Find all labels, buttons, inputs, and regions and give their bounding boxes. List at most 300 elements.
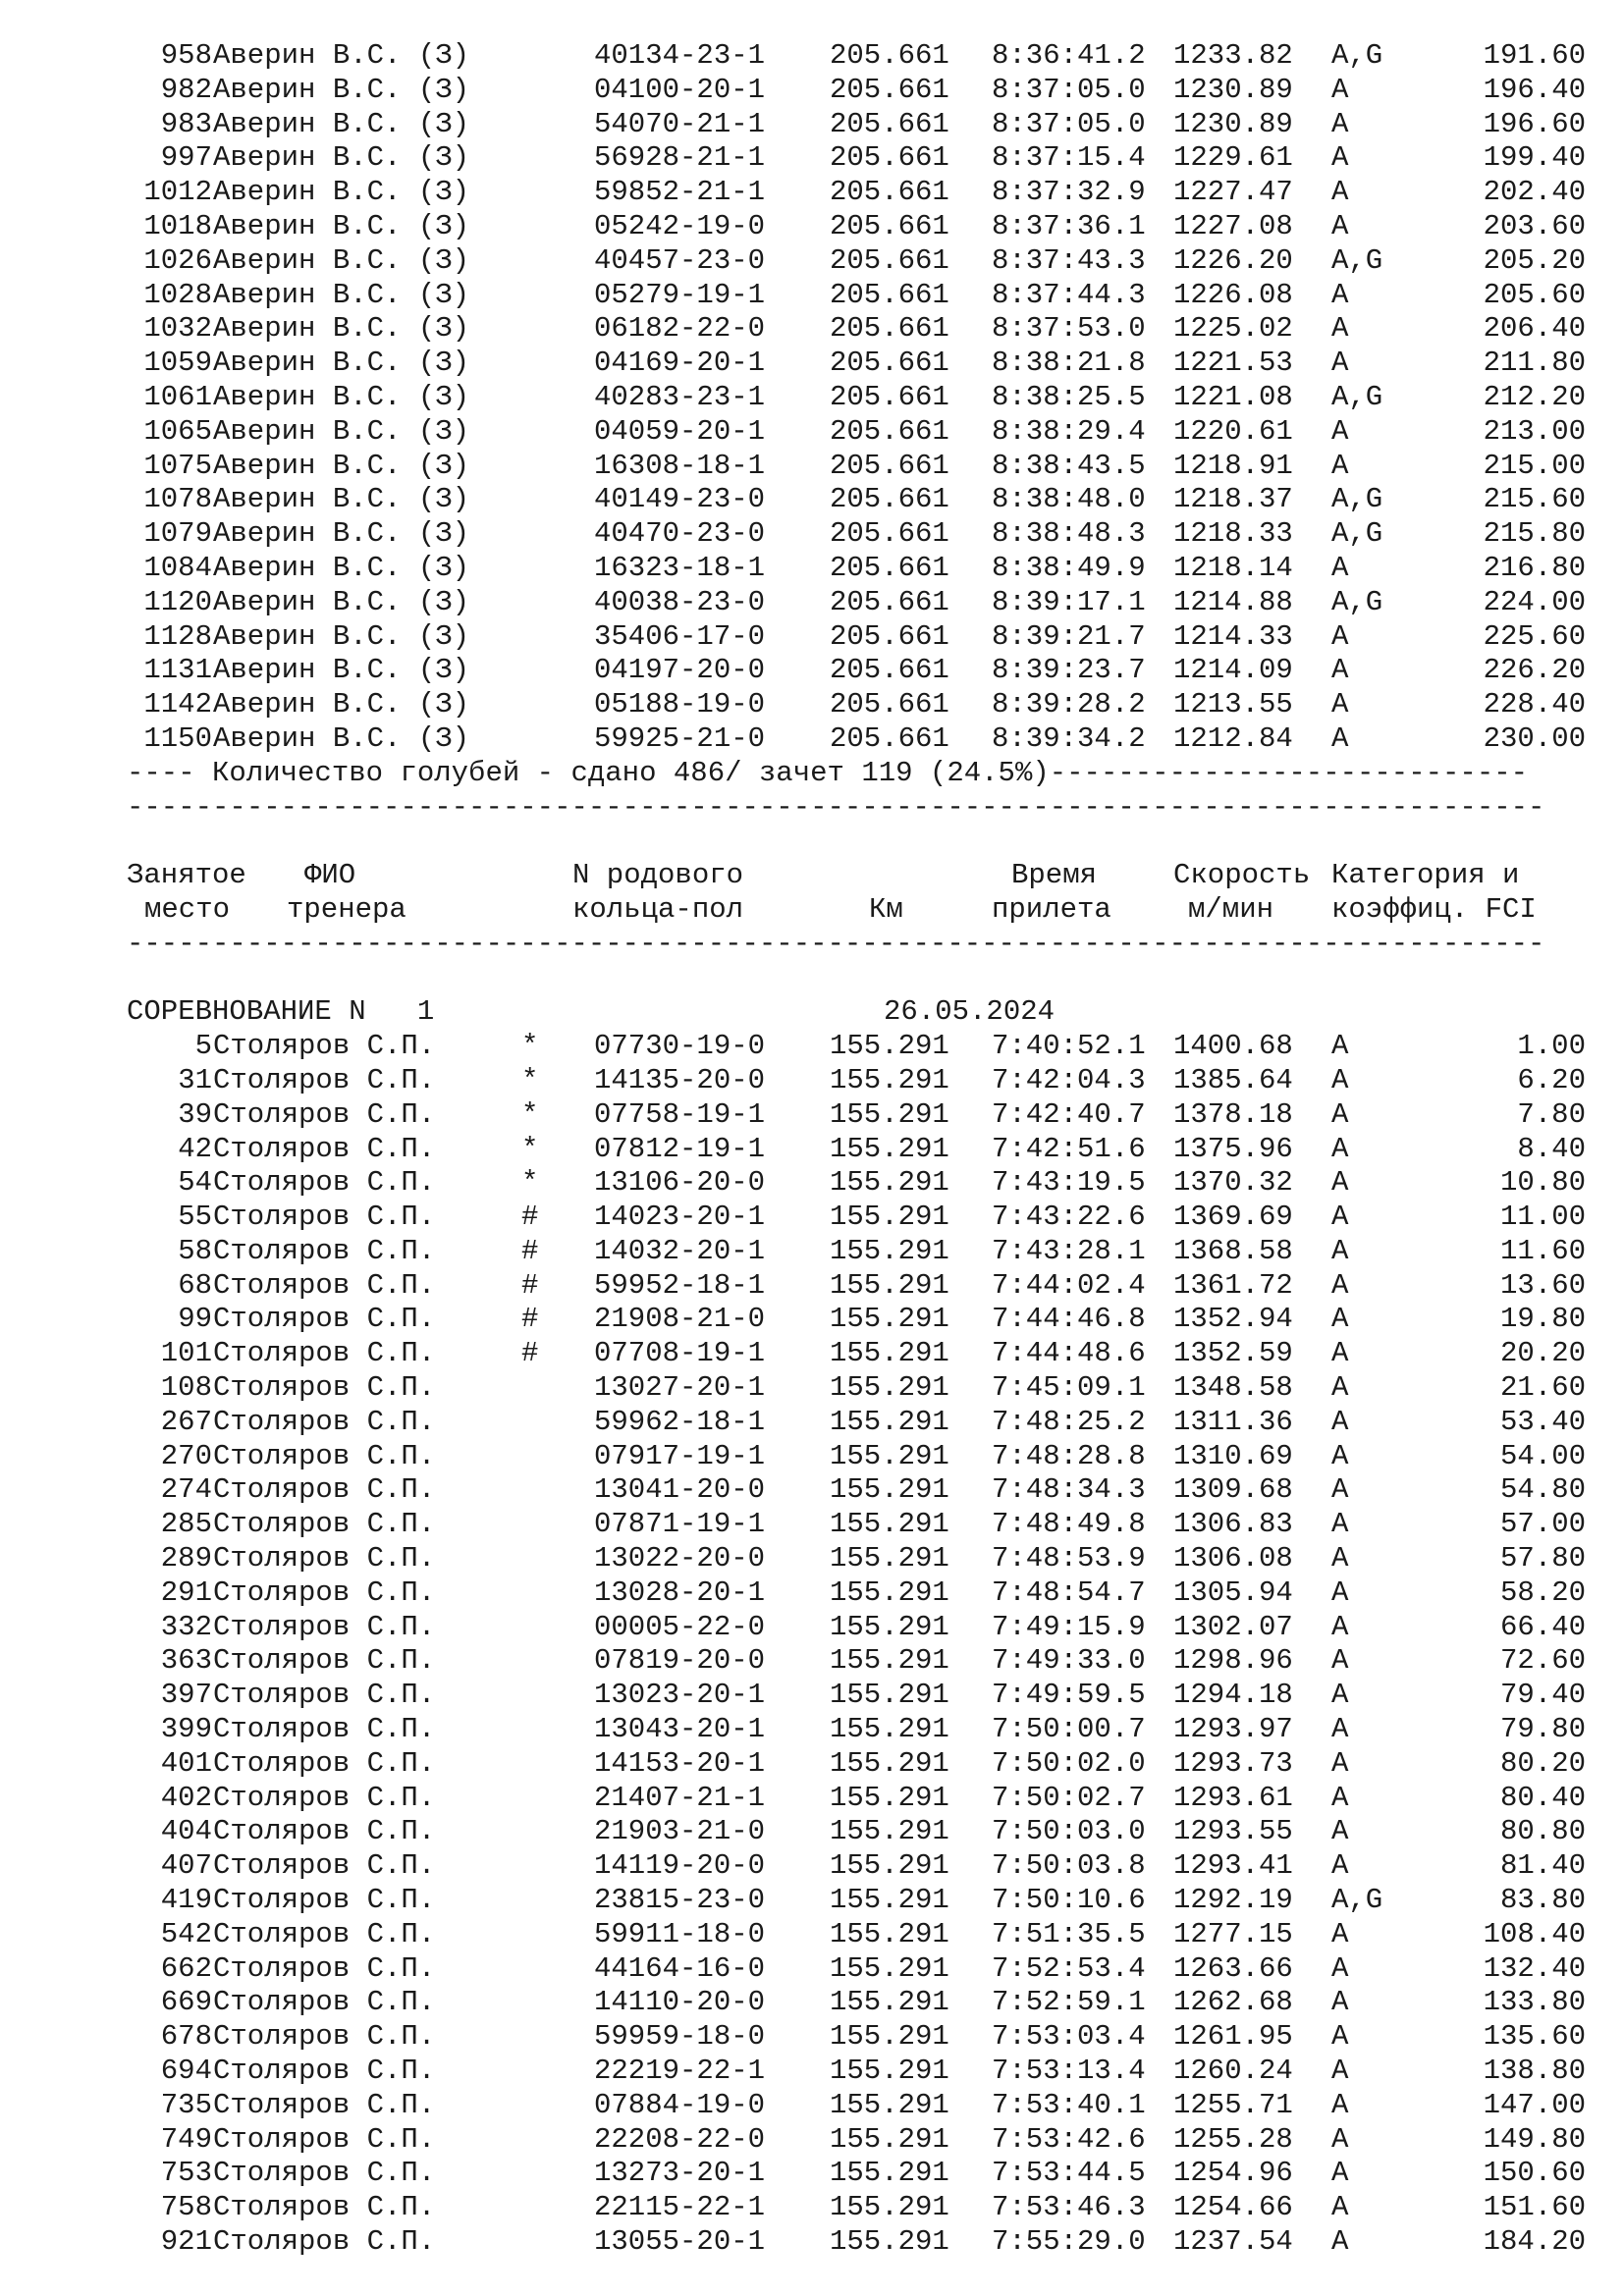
cell-km: 155.291 [830,1337,949,1370]
cell-trainer: Аверин В.С. (З) [213,347,470,380]
cell-category: A [1331,1097,1349,1131]
table-row [0,2157,1624,2191]
cell-place: 404 [160,1815,212,1848]
cell-km: 205.661 [830,278,949,311]
cell-km: 205.661 [830,176,949,209]
cell-arrival-time: 7:40:52.1 [992,1030,1146,1063]
cell-place: 1120 [143,585,212,618]
cell-km: 205.661 [830,380,949,413]
cell-arrival-time: 7:48:49.8 [992,1508,1146,1541]
cell-ring: 23815-23-0 [594,1884,766,1917]
cell-category: A [1331,1781,1349,1814]
cell-coefficient: 216.80 [1483,551,1586,584]
cell-km: 205.661 [830,654,949,687]
cell-category: A [1331,1713,1349,1746]
table-row [0,1030,1624,1064]
cell-km: 205.661 [830,551,949,584]
cell-trainer: Столяров С.П. [213,1746,436,1780]
cell-trainer: Столяров С.П. [213,1951,436,1985]
cell-km: 155.291 [830,1234,949,1267]
cell-km: 155.291 [830,2055,949,2088]
cell-arrival-time: 7:50:00.7 [992,1713,1146,1746]
cell-speed: 1212.84 [1173,721,1293,755]
cell-km: 155.291 [830,1849,949,1883]
cell-arrival-time: 7:43:28.1 [992,1234,1146,1267]
cell-arrival-time: 7:50:03.8 [992,1849,1146,1883]
cell-coefficient: 184.20 [1483,2225,1586,2258]
cell-category: A [1331,619,1349,653]
cell-km: 155.291 [830,1884,949,1917]
competition-date: 26.05.2024 [884,995,1056,1029]
cell-km: 155.291 [830,1371,949,1405]
cell-coefficient: 199.40 [1483,141,1586,175]
cell-trainer: Столяров С.П. [213,2122,436,2156]
cell-trainer: Столяров С.П. [213,1030,436,1063]
cell-place: 735 [160,2088,212,2121]
cell-coefficient: 83.80 [1499,1884,1586,1917]
cell-trainer: Аверин В.С. (З) [213,483,470,516]
table-row [0,2055,1624,2089]
header-ring-2: кольца-пол [572,892,744,926]
table-row [0,176,1624,210]
cell-arrival-time: 8:38:21.8 [992,347,1146,380]
cell-coefficient: 108.40 [1483,1917,1586,1950]
table-row [0,1440,1624,1474]
cell-km: 205.661 [830,209,949,242]
cell-category: A [1331,1405,1349,1438]
cell-category: A [1331,1473,1349,1507]
cell-arrival-time: 7:44:48.6 [992,1337,1146,1370]
cell-category: A [1331,2020,1349,2054]
cell-ring: 13023-20-1 [594,1679,766,1712]
cell-arrival-time: 7:55:29.0 [992,2225,1146,2258]
cell-coefficient: 21.60 [1499,1371,1586,1405]
cell-coefficient: 58.20 [1499,1575,1586,1609]
cell-speed: 1348.58 [1173,1371,1293,1405]
divider-line-2 [0,928,1624,962]
cell-coefficient: 72.60 [1499,1644,1586,1678]
cell-coefficient: 80.80 [1499,1815,1586,1848]
cell-ring: 05188-19-0 [594,688,766,721]
cell-ring: 14032-20-1 [594,1234,766,1267]
cell-coefficient: 206.40 [1483,312,1586,346]
cell-ring: 56928-21-1 [594,141,766,175]
cell-trainer: Столяров С.П. [213,2225,436,2258]
cell-arrival-time: 7:52:53.4 [992,1951,1146,1985]
cell-coefficient: 196.60 [1483,107,1586,140]
cell-place: 662 [160,1951,212,1985]
cell-km: 205.661 [830,449,949,482]
header-place: Занятое [127,859,246,892]
cell-mark: * [521,1166,539,1200]
cell-km: 155.291 [830,1405,949,1438]
cell-km: 205.661 [830,141,949,175]
cell-mark: * [521,1030,539,1063]
cell-ring: 40283-23-1 [594,380,766,413]
table-row [0,620,1624,655]
cell-category: A [1331,1746,1349,1780]
table-row [0,1542,1624,1576]
table-row [0,244,1624,279]
cell-place: 678 [160,2020,212,2054]
cell-ring: 59925-21-0 [594,721,766,755]
cell-speed: 1263.66 [1173,1951,1293,1985]
cell-category: A,G [1331,585,1383,618]
cell-km: 205.661 [830,721,949,755]
cell-arrival-time: 8:38:29.4 [992,414,1146,448]
cell-coefficient: 54.80 [1499,1473,1586,1507]
cell-coefficient: 224.00 [1483,585,1586,618]
cell-speed: 1302.07 [1173,1610,1293,1643]
cell-coefficient: 132.40 [1483,1951,1586,1985]
header-category-2: коэффиц. FCI [1331,892,1537,926]
cell-trainer: Столяров С.П. [213,1268,436,1302]
table-row [0,552,1624,586]
table-row [0,1611,1624,1645]
cell-trainer: Аверин В.С. (З) [213,688,470,721]
cell-arrival-time: 8:39:21.7 [992,619,1146,653]
cell-trainer: Аверин В.С. (З) [213,517,470,551]
cell-ring: 35406-17-0 [594,619,766,653]
cell-category: A [1331,1337,1349,1370]
results-table-previous [0,39,1624,757]
cell-speed: 1311.36 [1173,1405,1293,1438]
header-ring: N родового [572,859,744,892]
cell-km: 155.291 [830,1917,949,1950]
cell-category: A [1331,1030,1349,1063]
cell-place: 108 [160,1371,212,1405]
cell-place: 1018 [143,209,212,242]
cell-trainer: Аверин В.С. (З) [213,312,470,346]
cell-trainer: Столяров С.П. [213,1201,436,1234]
cell-coefficient: 228.40 [1483,688,1586,721]
cell-arrival-time: 8:39:17.1 [992,585,1146,618]
cell-category: A [1331,654,1349,687]
cell-km: 155.291 [830,2191,949,2224]
cell-coefficient: 11.00 [1499,1201,1586,1234]
cell-arrival-time: 8:37:15.4 [992,141,1146,175]
cell-ring: 05242-19-0 [594,209,766,242]
cell-coefficient: 203.60 [1483,209,1586,242]
cell-category: A [1331,347,1349,380]
cell-coefficient: 149.80 [1483,2122,1586,2156]
table-row [0,517,1624,552]
cell-speed: 1292.19 [1173,1884,1293,1917]
header-km: Км [869,892,903,926]
cell-km: 155.291 [830,2020,949,2054]
cell-trainer: Столяров С.П. [213,1234,436,1267]
cell-speed: 1385.64 [1173,1063,1293,1096]
cell-category: A [1331,312,1349,346]
cell-category: A [1331,1679,1349,1712]
cell-trainer: Столяров С.П. [213,1337,436,1370]
cell-ring: 13273-20-1 [594,2157,766,2190]
cell-coefficient: 230.00 [1483,721,1586,755]
cell-speed: 1294.18 [1173,1679,1293,1712]
cell-speed: 1293.61 [1173,1781,1293,1814]
cell-arrival-time: 8:37:43.3 [992,243,1146,277]
cell-coefficient: 79.40 [1499,1679,1586,1712]
cell-place: 1131 [143,654,212,687]
cell-coefficient: 215.00 [1483,449,1586,482]
cell-place: 1075 [143,449,212,482]
cell-arrival-time: 7:48:54.7 [992,1575,1146,1609]
cell-km: 155.291 [830,1473,949,1507]
table-row [0,1166,1624,1201]
cell-speed: 1218.33 [1173,517,1293,551]
cell-km: 205.661 [830,243,949,277]
cell-speed: 1261.95 [1173,2020,1293,2054]
cell-category: A [1331,209,1349,242]
results-table-competition-1 [0,1030,1624,2260]
cell-arrival-time: 8:39:23.7 [992,654,1146,687]
cell-ring: 13041-20-0 [594,1473,766,1507]
cell-trainer: Аверин В.С. (З) [213,39,470,72]
cell-place: 669 [160,1986,212,2019]
cell-place: 407 [160,1849,212,1883]
cell-coefficient: 7.80 [1517,1097,1586,1131]
cell-km: 205.661 [830,619,949,653]
cell-speed: 1226.20 [1173,243,1293,277]
cell-speed: 1293.97 [1173,1713,1293,1746]
cell-km: 205.661 [830,107,949,140]
cell-speed: 1218.14 [1173,551,1293,584]
cell-trainer: Аверин В.С. (З) [213,654,470,687]
cell-arrival-time: 8:37:05.0 [992,107,1146,140]
table-row [0,1849,1624,1884]
cell-coefficient: 8.40 [1517,1132,1586,1165]
cell-speed: 1368.58 [1173,1234,1293,1267]
cell-place: 1084 [143,551,212,584]
cell-arrival-time: 8:37:44.3 [992,278,1146,311]
table-row [0,1406,1624,1440]
cell-coefficient: 215.80 [1483,517,1586,551]
cell-place: 1150 [143,721,212,755]
cell-category: A,G [1331,243,1383,277]
cell-arrival-time: 7:44:46.8 [992,1303,1146,1336]
cell-ring: 13022-20-0 [594,1542,766,1575]
cell-trainer: Аверин В.С. (З) [213,176,470,209]
cell-arrival-time: 7:44:02.4 [992,1268,1146,1302]
cell-ring: 13028-20-1 [594,1575,766,1609]
cell-place: 542 [160,1917,212,1950]
cell-trainer: Столяров С.П. [213,1303,436,1336]
cell-ring: 07708-19-1 [594,1337,766,1370]
cell-place: 758 [160,2191,212,2224]
header-speed-2: м/мин [1188,892,1274,926]
cell-trainer: Столяров С.П. [213,1713,436,1746]
cell-coefficient: 53.40 [1499,1405,1586,1438]
cell-arrival-time: 8:37:36.1 [992,209,1146,242]
cell-coefficient: 211.80 [1483,347,1586,380]
cell-category: A [1331,449,1349,482]
cell-place: 291 [160,1575,212,1609]
cell-trainer: Столяров С.П. [213,2020,436,2054]
cell-ring: 59911-18-0 [594,1917,766,1950]
cell-km: 155.291 [830,1713,949,1746]
cell-coefficient: 79.80 [1499,1713,1586,1746]
cell-ring: 04169-20-1 [594,347,766,380]
table-row [0,141,1624,176]
cell-speed: 1293.41 [1173,1849,1293,1883]
cell-ring: 59852-21-1 [594,176,766,209]
cell-arrival-time: 7:53:13.4 [992,2055,1146,2088]
cell-arrival-time: 8:38:49.9 [992,551,1146,584]
cell-ring: 40149-23-0 [594,483,766,516]
cell-place: 274 [160,1473,212,1507]
cell-speed: 1352.94 [1173,1303,1293,1336]
cell-arrival-time: 7:49:15.9 [992,1610,1146,1643]
cell-arrival-time: 7:43:19.5 [992,1166,1146,1200]
table-row [0,1918,1624,1952]
cell-speed: 1218.37 [1173,483,1293,516]
divider-text-2: ----------------------------------------------------------------------------------- [127,927,1545,960]
cell-speed: 1218.91 [1173,449,1293,482]
table-row [0,39,1624,74]
cell-coefficient: 1.00 [1517,1030,1586,1063]
cell-ring: 22115-22-1 [594,2191,766,2224]
cell-place: 1142 [143,688,212,721]
table-row [0,1133,1624,1167]
cell-category: A [1331,1542,1349,1575]
cell-category: A [1331,2088,1349,2121]
cell-category: A [1331,1063,1349,1096]
cell-arrival-time: 7:48:34.3 [992,1473,1146,1507]
cell-ring: 14135-20-0 [594,1063,766,1096]
cell-trainer: Аверин В.С. (З) [213,278,470,311]
cell-category: A [1331,278,1349,311]
cell-trainer: Столяров С.П. [213,1849,436,1883]
table-row [0,1201,1624,1235]
table-row [0,1815,1624,1849]
cell-ring: 54070-21-1 [594,107,766,140]
cell-category: A,G [1331,483,1383,516]
cell-trainer: Столяров С.П. [213,1166,436,1200]
cell-category: A [1331,1303,1349,1336]
cell-ring: 07819-20-0 [594,1644,766,1678]
cell-arrival-time: 8:39:34.2 [992,721,1146,755]
cell-trainer: Столяров С.П. [213,1439,436,1472]
cell-ring: 13027-20-1 [594,1371,766,1405]
cell-coefficient: 57.80 [1499,1542,1586,1575]
cell-trainer: Аверин В.С. (З) [213,141,470,175]
cell-coefficient: 226.20 [1483,654,1586,687]
cell-coefficient: 11.60 [1499,1234,1586,1267]
cell-trainer: Аверин В.С. (З) [213,414,470,448]
table-row [0,1473,1624,1508]
cell-arrival-time: 7:42:51.6 [992,1132,1146,1165]
cell-speed: 1262.68 [1173,1986,1293,2019]
cell-coefficient: 215.60 [1483,483,1586,516]
cell-arrival-time: 8:38:43.5 [992,449,1146,482]
cell-arrival-time: 7:50:02.7 [992,1781,1146,1814]
cell-km: 155.291 [830,1268,949,1302]
divider-text: ----------------------------------------------------------------------------------- [127,790,1545,824]
blank-line [0,825,1624,859]
cell-speed: 1227.47 [1173,176,1293,209]
cell-speed: 1306.83 [1173,1508,1293,1541]
cell-arrival-time: 7:53:44.5 [992,2157,1146,2190]
cell-arrival-time: 7:53:03.4 [992,2020,1146,2054]
cell-place: 1028 [143,278,212,311]
cell-speed: 1298.96 [1173,1644,1293,1678]
cell-arrival-time: 8:38:48.0 [992,483,1146,516]
cell-place: 270 [160,1439,212,1472]
cell-ring: 07758-19-1 [594,1097,766,1131]
cell-place: 1078 [143,483,212,516]
cell-coefficient: 191.60 [1483,39,1586,72]
cell-place: 399 [160,1713,212,1746]
table-row [0,1337,1624,1371]
header-name-2: тренера [287,892,406,926]
cell-arrival-time: 7:50:10.6 [992,1884,1146,1917]
cell-arrival-time: 8:39:28.2 [992,688,1146,721]
cell-category: A [1331,1508,1349,1541]
cell-ring: 14153-20-1 [594,1746,766,1780]
cell-category: A [1331,1439,1349,1472]
cell-km: 205.661 [830,483,949,516]
cell-ring: 14023-20-1 [594,1201,766,1234]
summary-line [0,757,1624,791]
cell-place: 982 [160,73,212,106]
cell-place: 419 [160,1884,212,1917]
cell-ring: 07871-19-1 [594,1508,766,1541]
cell-ring: 14110-20-0 [594,1986,766,2019]
cell-ring: 22208-22-0 [594,2122,766,2156]
cell-arrival-time: 7:49:59.5 [992,1679,1146,1712]
cell-ring: 07884-19-0 [594,2088,766,2121]
cell-speed: 1309.68 [1173,1473,1293,1507]
cell-speed: 1230.89 [1173,73,1293,106]
cell-mark: * [521,1097,539,1131]
cell-category: A [1331,551,1349,584]
cell-ring: 00005-22-0 [594,1610,766,1643]
cell-km: 155.291 [830,1132,949,1165]
header-category: Категория и [1331,859,1520,892]
cell-coefficient: 147.00 [1483,2088,1586,2121]
cell-ring: 21903-21-0 [594,1815,766,1848]
cell-place: 42 [178,1132,212,1165]
cell-speed: 1226.08 [1173,278,1293,311]
cell-place: 332 [160,1610,212,1643]
cell-ring: 07730-19-0 [594,1030,766,1063]
cell-mark: # [521,1303,539,1336]
cell-speed: 1214.09 [1173,654,1293,687]
cell-coefficient: 133.80 [1483,1986,1586,2019]
cell-coefficient: 54.00 [1499,1439,1586,1472]
cell-coefficient: 151.60 [1483,2191,1586,2224]
cell-km: 155.291 [830,1986,949,2019]
table-row [0,2020,1624,2055]
cell-place: 1026 [143,243,212,277]
cell-ring: 21407-21-1 [594,1781,766,1814]
cell-place: 997 [160,141,212,175]
cell-trainer: Столяров С.П. [213,1815,436,1848]
cell-coefficient: 80.20 [1499,1746,1586,1780]
cell-coefficient: 6.20 [1517,1063,1586,1096]
cell-trainer: Аверин В.С. (З) [213,721,470,755]
table-row [0,1508,1624,1542]
cell-arrival-time: 8:37:32.9 [992,176,1146,209]
cell-coefficient: 13.60 [1499,1268,1586,1302]
cell-km: 155.291 [830,1610,949,1643]
cell-trainer: Столяров С.П. [213,1063,436,1096]
table-row [0,1986,1624,2020]
cell-trainer: Столяров С.П. [213,1405,436,1438]
cell-category: A [1331,688,1349,721]
cell-km: 155.291 [830,1303,949,1336]
cell-arrival-time: 7:52:59.1 [992,1986,1146,2019]
